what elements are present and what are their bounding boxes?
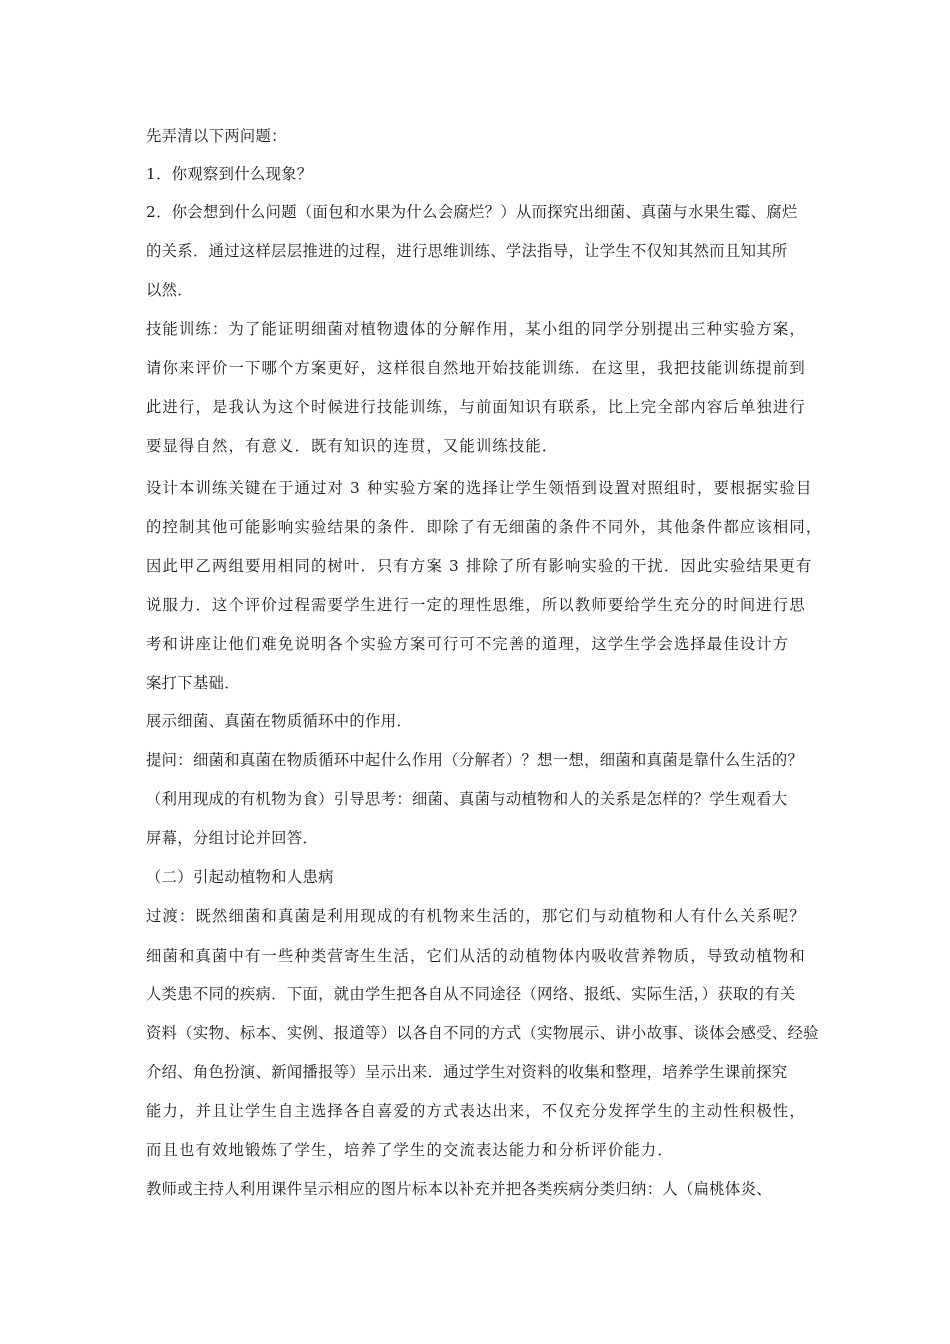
text-line: 2．你会想到什么问题（面包和水果为什么会腐烂？）从而探究出细菌、真菌与水果生霉、腐烂 bbox=[146, 203, 798, 221]
text-line: 请你来评价一下哪个方案更好，这样很自然地开始技能训练．在这里，我把技能训练提前到 bbox=[146, 359, 806, 377]
text-line: （利用现成的有机物为食）引导思考：细菌、真菌与动植物和人的关系是怎样的？学生观看大 bbox=[146, 790, 788, 808]
text-line: 教师或主持人利用课件呈示相应的图片标本以补充并把各类疾病分类归纳：人（扁桃体炎、 bbox=[146, 1180, 772, 1198]
text-line: 此进行，是我认为这个时候进行技能训练，与前面知识有联系，比上完全部内容后单独进行 bbox=[146, 398, 806, 416]
text-line: 考和讲座让他们难免说明各个实验方案可行可不完善的道理，这学生学会选择最佳设计方 bbox=[146, 635, 790, 653]
text-line: 以然． bbox=[146, 281, 193, 299]
text-line: 说服力．这个评价过程需要学生进行一定的理性思维，所以教师要给学生充分的时间进行思 bbox=[146, 596, 806, 614]
text-line: 技能训练：为了能证明细菌对植物遗体的分解作用，某小组的同学分别提出三种实验方案， bbox=[146, 320, 806, 338]
text-line: 资料（实物、标本、实例、报道等）以各自不同的方式（实物展示、讲小故事、谈体会感受、经验 bbox=[146, 1024, 819, 1042]
text-line: 人类患不同的疾病．下面，就由学生把各自从不同途径（网络、报纸、实际生活，）获取的有关 bbox=[146, 985, 796, 1003]
text-line: 提问：细菌和真菌在物质循环中起什么作用（分解者）？想一想，细菌和真菌是靠什么生活的？ bbox=[146, 751, 804, 769]
text-line: 能力，并且让学生自主选择各自喜爱的方式表达出来，不仅充分发挥学生的主动性积极性， bbox=[146, 1102, 806, 1120]
text-line: 展示细菌、真菌在物质循环中的作用． bbox=[146, 712, 412, 730]
text-line: 先弄清以下两问题： bbox=[146, 127, 287, 145]
text-line: 细菌和真菌中有一些种类营寄生生活，它们从活的动植物体内吸收营养物质，导致动植物和 bbox=[146, 947, 806, 965]
text-line: 因此甲乙两组要用相同的树叶．只有方案 3 排除了所有影响实验的干扰．因此实验结果更有 bbox=[146, 557, 813, 575]
text-line: 屏幕，分组讨论并回答． bbox=[146, 829, 319, 847]
section-heading: （二）引起动植物和人患病 bbox=[146, 868, 334, 886]
text-line: 案打下基础． bbox=[146, 674, 240, 692]
text-line: 过渡：既然细菌和真菌是利用现成的有机物来生活的，那它们与动植物和人有什么关系呢？ bbox=[146, 907, 806, 925]
text-line: 介绍、角色扮演、新闻播报等）呈示出来．通过学生对资料的收集和整理，培养学生课前探究 bbox=[146, 1063, 788, 1081]
text-line: 设计本训练关键在于通过对 3 种实验方案的选择让学生领悟到设置对照组时，要根据实验目 bbox=[146, 479, 813, 497]
text-line: 要显得自然，有意义．既有知识的连贯，又能训练技能． bbox=[146, 437, 559, 455]
text-line: 的关系．通过这样层层推进的过程，进行思维训练、学法指导，让学生不仅知其然而且知其所 bbox=[146, 242, 788, 260]
text-line: 而且也有效地锻炼了学生，培养了学生的交流表达能力和分析评价能力． bbox=[146, 1141, 674, 1159]
text-line: 的控制其他可能影响实验结果的条件．即除了有无细菌的条件不同外，其他条件都应该相同， bbox=[146, 518, 823, 536]
text-line: 1．你观察到什么现象？ bbox=[146, 165, 313, 183]
